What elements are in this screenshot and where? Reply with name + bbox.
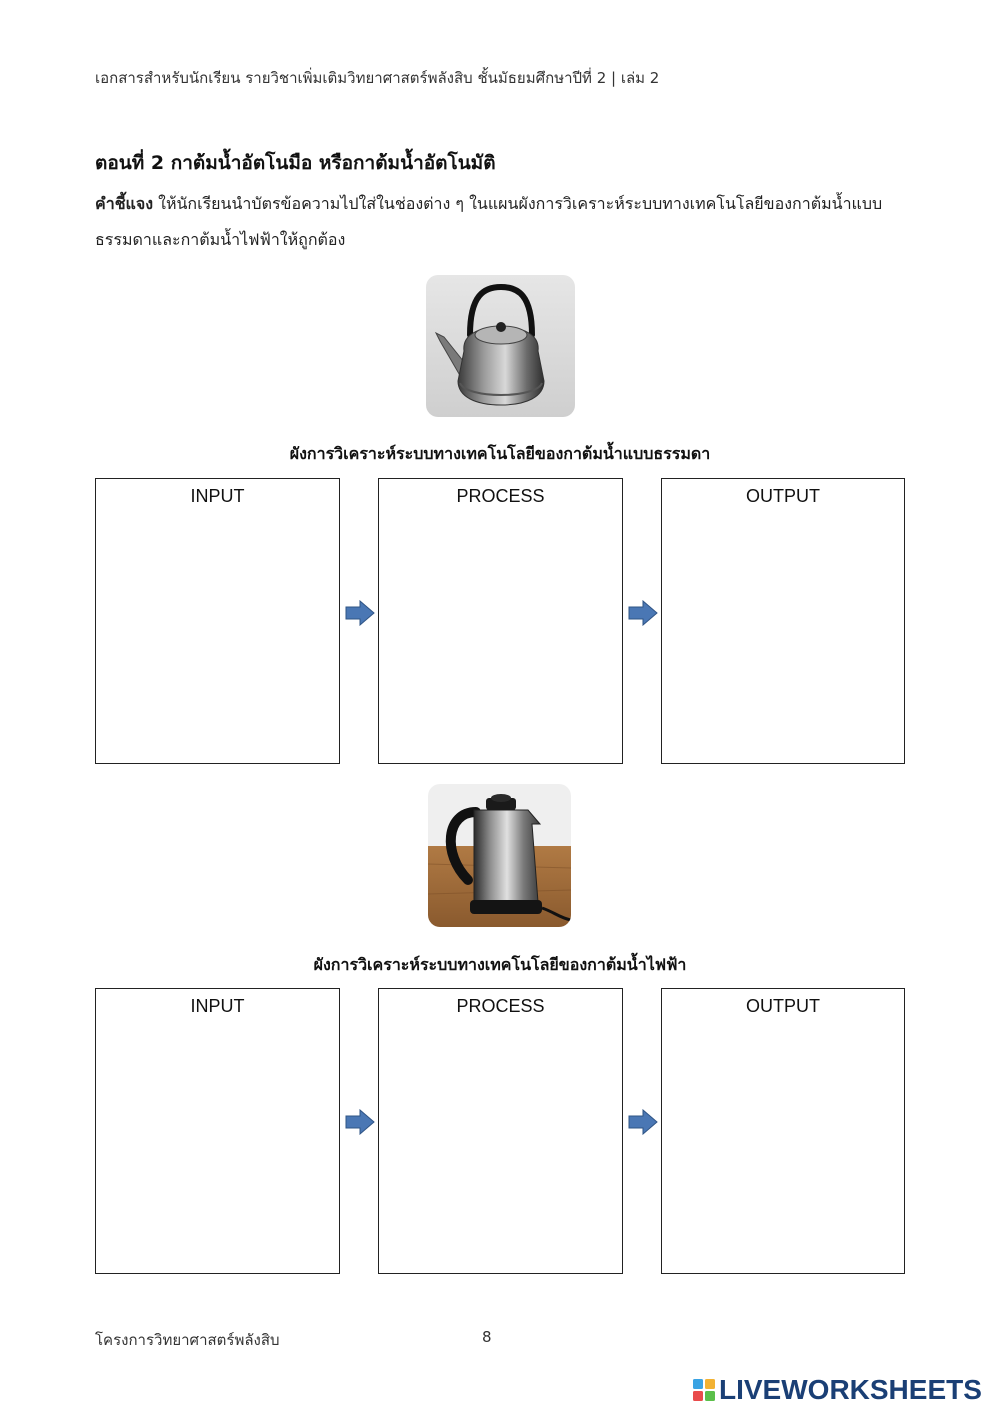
arrow-right-icon [628, 1109, 658, 1135]
page-header: เอกสารสำหรับนักเรียน รายวิชาเพิ่มเติมวิทยาศาสตร์พลังสิบ ชั้นมัธยมศึกษาปีที่ 2 | เล่ม 2 [95, 69, 660, 87]
footer-project: โครงการวิทยาศาสตร์พลังสิบ [95, 1331, 280, 1349]
instruction-label: คำชี้แจง [95, 194, 154, 213]
arrow-right-icon [628, 600, 658, 626]
diagram2-title: ผังการวิเคราะห์ระบบทางเทคโนโลยีของกาต้มน้ำไฟฟ้า [313, 955, 687, 974]
diagram1-title: ผังการวิเคราะห์ระบบทางเทคโนโลยีของกาต้มน้ำแบบธรรมดา [289, 444, 711, 463]
diagram2-output-box[interactable] [661, 988, 905, 1274]
instruction [95, 186, 910, 258]
section-title: ตอนที่ 2 กาต้มน้ำอัตโนมือ หรือกาต้มน้ำอัตโนมัติ [95, 152, 496, 174]
brand-name: LIVEWORKSHEETS [719, 1374, 982, 1405]
diagram2-input-box[interactable] [95, 988, 340, 1274]
diagram2-process-label: PROCESS [456, 996, 545, 1016]
diagram1-input-label: INPUT [190, 486, 245, 506]
diagram2-input-label: INPUT [190, 996, 245, 1016]
diagram1-process-box[interactable] [378, 478, 623, 764]
liveworksheets-logo-icon [693, 1379, 715, 1401]
stovetop-kettle-image [426, 275, 575, 417]
diagram2-process-box[interactable] [378, 988, 623, 1274]
instruction-text: ให้นักเรียนนำบัตรข้อความไปใส่ในช่องต่าง ๆ ในแผนผังการวิเคราะห์ระบบทางเทคโนโลยีของกาต้มน้ำแบบธรรมดาและกาต้มน้ำไฟฟ้าให้ถูกต้อง [95, 194, 883, 249]
electric-kettle-image [428, 784, 571, 927]
diagram1-output-box[interactable] [661, 478, 905, 764]
diagram2-output-label: OUTPUT [746, 996, 820, 1016]
liveworksheets-logo [693, 1374, 982, 1406]
diagram1-input-box[interactable] [95, 478, 340, 764]
page-number: 8 [482, 1328, 492, 1346]
diagram1-output-label: OUTPUT [746, 486, 820, 506]
arrow-right-icon [345, 600, 375, 626]
diagram1-process-label: PROCESS [456, 486, 545, 506]
arrow-right-icon [345, 1109, 375, 1135]
